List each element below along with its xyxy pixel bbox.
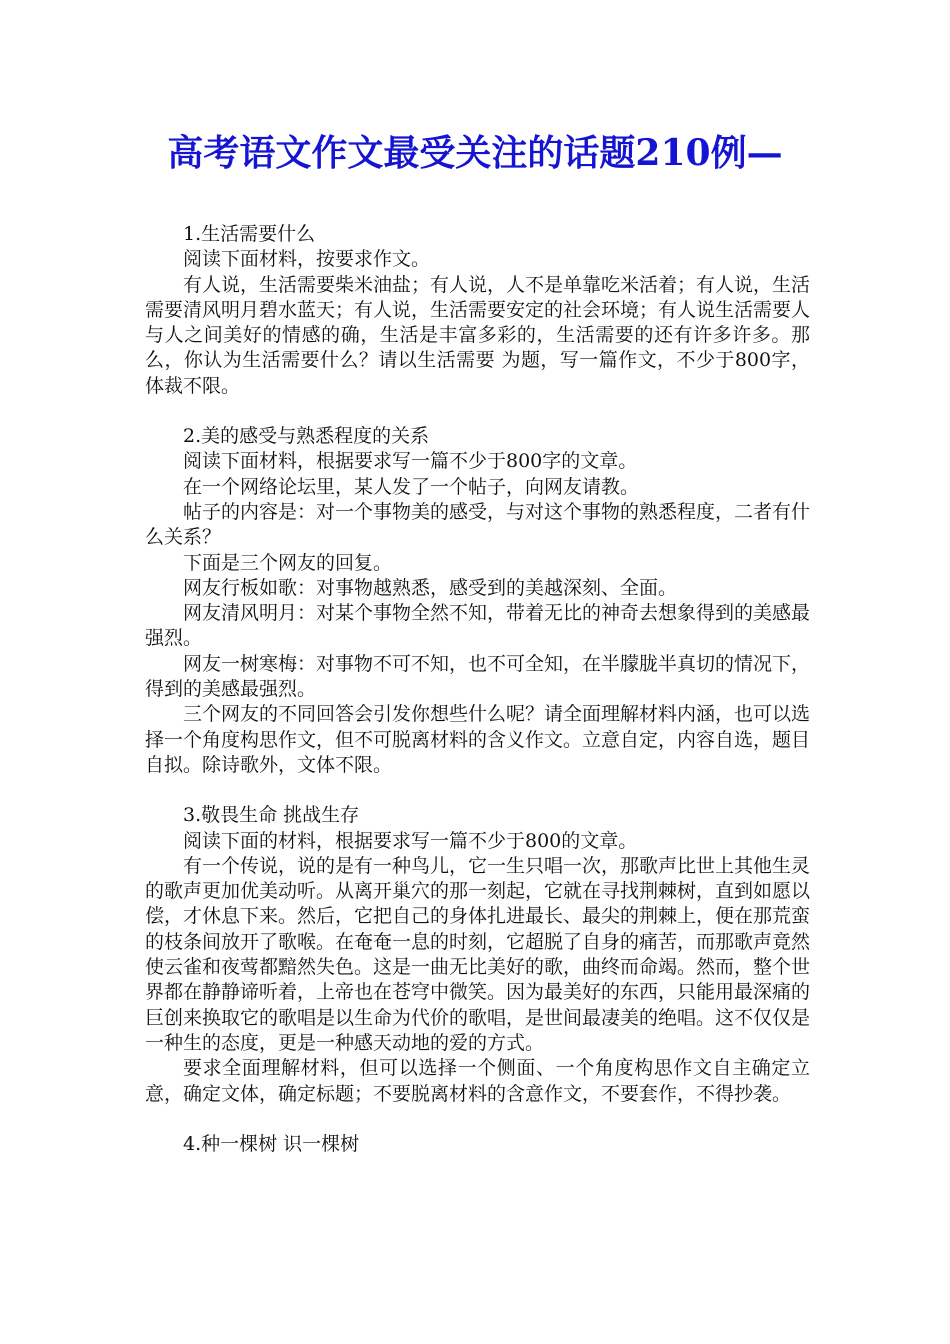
paragraph: 网友行板如歌：对事物越熟悉，感受到的美越深刻、全面。 [183,576,678,599]
paragraph: 网友一树寒梅：对事物不可不知，也不可全知，在半朦胧半真切的情况下，得到的美感最强烈。 [145,652,811,701]
section-heading-1: 1.生活需要什么 [183,223,316,245]
section-heading-4: 4.种一棵树 识一棵树 [183,1132,360,1155]
paragraph: 帖子的内容是：对一个事物美的感受，与对这个事物的熟悉程度，二者有什么关系？ [145,500,811,549]
paragraph: 要求全面理解材料，但可以选择一个侧面、一个角度构思作文自主确定立意，确定文体，确定标题；不要脱离材料的含意作文，不要套作，不得抄袭。 [145,1057,810,1105]
paragraph: 三个网友的不同回答会引发你想些什么呢？请全面理解材料内涵，也可以选择一个角度构思作文，但不可脱离材料的含义作文。立意自定，内容自选，题目自拟。除诗歌外，文体不限。 [145,703,811,776]
paragraph: 有人说，生活需要柴米油盐；有人说，人不是单靠吃米活着；有人说，生活需要清风明月碧水蓝天；有人说，生活需要安定的社会环境；有人说生活需要人与人之间美好的情感的确，生活是丰富多彩的，生活需要的还有许多许多。那么，你认为生活需要什么？请以生活需要 为题，写一篇作文，不少于800字，体裁不限。 [145,273,811,397]
section-heading-2: 2.美的感受与熟悉程度的关系 [183,425,430,448]
paragraph: 阅读下面材料，根据要求写一篇不少于800字的文章。 [183,450,638,473]
paragraph: 阅读下面材料，按要求作文。 [183,248,431,271]
paragraph: 在一个网络论坛里，某人发了一个帖子，向网友请教。 [183,475,640,498]
paragraph: 下面是三个网友的回复。 [183,551,393,574]
document-body [145,222,810,1157]
section-heading-3: 3.敬畏生命 挑战生存 [183,804,360,827]
paragraph: 阅读下面的材料，根据要求写一篇不少于800的文章。 [183,829,638,852]
paragraph: 网友清风明月：对某个事物全然不知，带着无比的神奇去想象得到的美感最强烈。 [145,602,811,650]
paragraph: 有一个传说，说的是有一种鸟儿，它一生只唱一次，那歌声比世上其他生灵的歌声更加优美动听。从离开巢穴的那一刻起，它就在寻找荆棘树，直到如愿以偿，才休息下来。然后，它把自己的身体扎进最长、最尖的荆棘上，便在那荒蛮的枝条间放开了歌喉。在奄奄一息的时刻，它超脱了自身的痛苦，而那歌声竟然使云雀和夜莺都黯然失色。这是一曲无比美好的歌，曲终而命竭。然而，整个世界都在静静谛听着，上帝也在苍穹中微笑。因为最美好的东西，只能用最深痛的巨创来换取它的歌唱是以生命为代价的歌唱，是世间最凄美的绝唱。这不仅仅是一种生的态度，更是一种感天动地的爱的方式。 [145,854,811,1054]
document-title: 高考语文作文最受关注的话题210例— [167,132,783,174]
